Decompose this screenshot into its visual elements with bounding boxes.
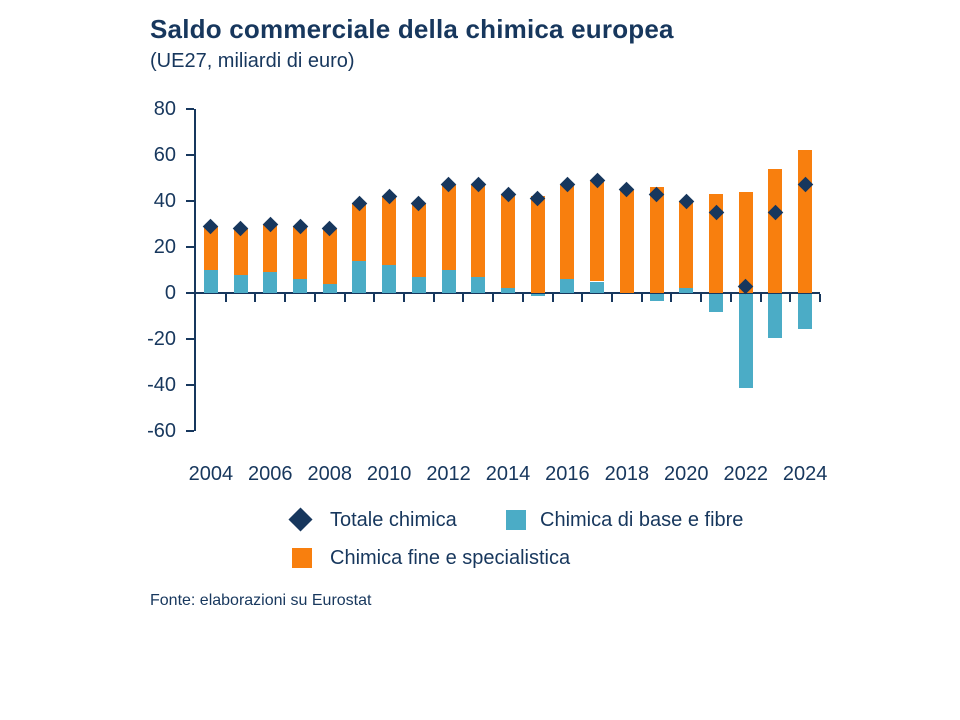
x-tick (760, 294, 762, 302)
bar-fine-2023 (768, 169, 782, 293)
bar-fine-2016 (560, 185, 574, 279)
x-tick (730, 294, 732, 302)
y-tick-label-60: 60 (153, 144, 176, 166)
bar-fine-2024 (798, 150, 812, 293)
x-tick (284, 294, 286, 302)
x-label-2022: 2022 (723, 463, 768, 485)
legend-fine-marker-square-icon (292, 548, 312, 568)
x-label-2010: 2010 (366, 463, 412, 485)
legend (280, 505, 840, 575)
y-tick (186, 292, 194, 294)
bar-fine-2019 (650, 187, 664, 293)
y-tick-label--60: -60 (147, 420, 176, 442)
bar-base-2005 (234, 275, 248, 293)
x-tick (433, 294, 435, 302)
y-axis-line (194, 109, 196, 431)
bar-fine-2010 (382, 196, 396, 265)
bar-fine-2011 (412, 203, 426, 277)
x-tick (344, 294, 346, 302)
bar-base-2008 (323, 284, 337, 293)
bar-fine-2012 (442, 185, 456, 270)
bar-base-2017 (590, 282, 604, 294)
y-tick (186, 154, 194, 156)
x-label-2018: 2018 (604, 463, 650, 485)
y-tick-label-40: 40 (153, 190, 176, 212)
legend-base-label: Chimica di base e fibre (540, 509, 744, 531)
x-tick (373, 294, 375, 302)
x-label-2006: 2006 (248, 463, 293, 485)
x-tick (314, 294, 316, 302)
bar-base-2016 (560, 279, 574, 293)
x-label-2014: 2014 (485, 463, 531, 485)
source-note: Fonte: elaborazioni su Eurostat (150, 592, 372, 609)
bar-fine-2020 (679, 201, 693, 288)
bar-fine-2022 (739, 192, 753, 293)
x-label-2008: 2008 (307, 463, 352, 485)
y-tick-label-20: 20 (153, 236, 176, 258)
bar-base-2014 (501, 288, 515, 293)
legend-total-marker-diamond-icon (288, 507, 312, 531)
bar-base-2019 (650, 294, 664, 301)
bar-base-2022 (739, 294, 753, 388)
x-label-2020: 2020 (664, 463, 709, 485)
x-tick (700, 294, 702, 302)
bar-base-2007 (293, 279, 307, 293)
x-tick (225, 294, 227, 302)
bar-fine-2014 (501, 194, 515, 288)
x-tick (254, 294, 256, 302)
y-tick (186, 246, 194, 248)
x-label-2012: 2012 (426, 463, 471, 485)
y-tick-label--40: -40 (147, 374, 176, 396)
x-tick (819, 294, 821, 302)
x-tick (552, 294, 554, 302)
y-tick-label-0: 0 (164, 282, 176, 304)
bar-base-2020 (679, 288, 693, 293)
chart-title: Saldo commerciale della chimica europea (150, 14, 674, 44)
x-tick (641, 294, 643, 302)
bar-base-2012 (442, 270, 456, 293)
chart-subtitle: (UE27, miliardi di euro) (150, 50, 355, 72)
legend-base-marker-square-icon (506, 510, 526, 530)
y-tick-label--20: -20 (147, 328, 176, 350)
bar-base-2021 (709, 294, 723, 312)
y-tick (186, 384, 194, 386)
bar-fine-2015 (531, 196, 545, 293)
x-tick (403, 294, 405, 302)
y-tick (186, 108, 194, 110)
x-label-2004: 2004 (188, 463, 234, 485)
bar-base-2023 (768, 294, 782, 338)
bar-fine-2008 (323, 229, 337, 284)
y-tick-label-80: 80 (153, 98, 176, 120)
x-tick (789, 294, 791, 302)
bar-base-2013 (471, 277, 485, 293)
y-tick (186, 200, 194, 202)
x-tick (492, 294, 494, 302)
bar-base-2015 (531, 294, 545, 296)
bar-base-2010 (382, 265, 396, 293)
x-tick (522, 294, 524, 302)
bar-base-2009 (352, 261, 366, 293)
bar-base-2011 (412, 277, 426, 293)
bar-fine-2009 (352, 203, 366, 261)
bar-base-2024 (798, 294, 812, 329)
bar-fine-2017 (590, 180, 604, 281)
x-tick (611, 294, 613, 302)
x-label-2024: 2024 (782, 463, 828, 485)
y-tick (186, 430, 194, 432)
bar-base-2006 (263, 272, 277, 293)
bar-fine-2013 (471, 185, 485, 277)
x-tick (462, 294, 464, 302)
y-tick (186, 338, 194, 340)
legend-total-label: Totale chimica (330, 509, 457, 531)
bar-base-2004 (204, 270, 218, 293)
x-tick (581, 294, 583, 302)
x-label-2016: 2016 (545, 463, 590, 485)
bar-fine-2018 (620, 190, 634, 294)
x-tick (670, 294, 672, 302)
legend-fine-label: Chimica fine e specialistica (330, 547, 571, 569)
